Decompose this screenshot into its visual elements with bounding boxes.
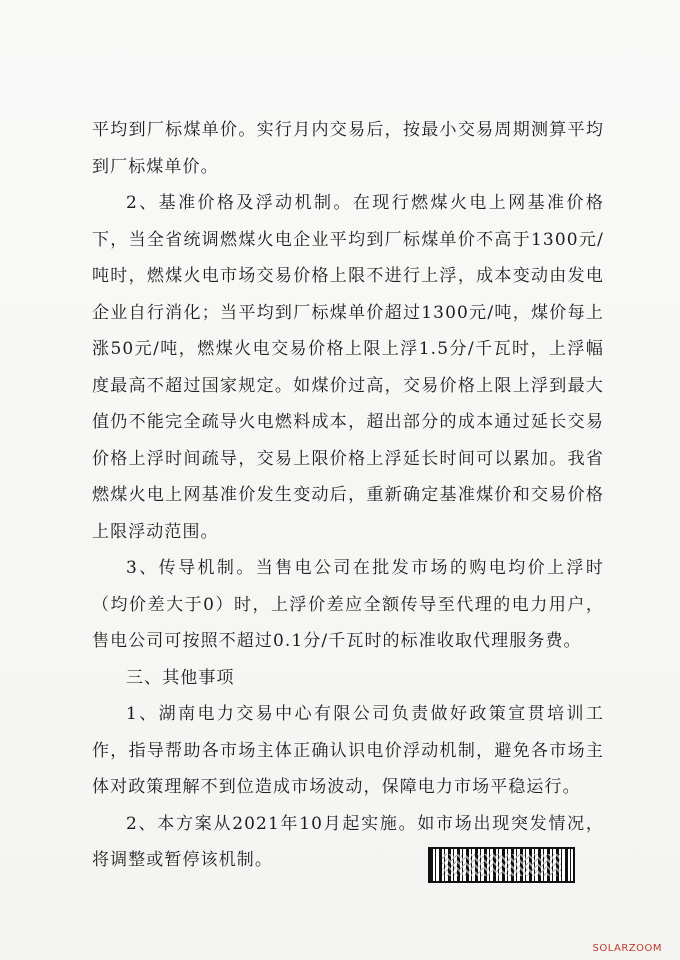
paragraph-continuation: 平均到厂标煤单价。实行月内交易后，按最小交易周期测算平均到厂标煤单价。 [92, 120, 604, 177]
paragraph-transmission-mechanism: 3、传导机制。当售电公司在批发市场的购电均价上浮时（均价差大于0）时，上浮价差应全额传导至代理的电力用户，售电公司可按照不超过0.1分/千瓦时的标准收取代理服务费。 [92, 558, 604, 651]
paragraph-benchmark-price: 2、基准价格及浮动机制。在现行燃煤火电上网基准价格下，当全省统调燃煤火电企业平均到厂标煤单价不高于1300元/吨时，燃煤火电市场交易价格上限不进行上浮，成本变动由发电企业自行消化；当平均到厂标煤单价超过1300元/吨，煤价每上涨50元/吨，燃煤火电交易价格上限上浮1.5分/千瓦时，上浮幅度最高不超过国家规定。如煤价过高，交易价格上限上浮到最大值仍不能完全疏导火电燃料成本，超出部分的成本通过延长交易价格上浮时间疏导，交易上限价格上浮延长时间可以累加。我省燃煤火电上网基准价发生变动后，重新确定基准煤价和交易价格上限浮动范围。 [92, 193, 604, 542]
paragraph-effective-date: 2、本方案从2021年10月起实施。如市场出现突发情况，将调整或暂停该机制。 [92, 813, 604, 870]
document-body [92, 112, 604, 879]
qr-code-icon [428, 847, 575, 883]
paragraph-training: 1、湖南电力交易中心有限公司负责做好政策宣贯培训工作，指导帮助各市场主体正确认识电价浮动机制，避免各市场主体对政策理解不到位造成市场波动，保障电力市场平稳运行。 [92, 704, 604, 797]
watermark-logo: SOLARZOOM [592, 943, 662, 954]
section-heading-other-matters: 三、其他事项 [126, 667, 235, 688]
